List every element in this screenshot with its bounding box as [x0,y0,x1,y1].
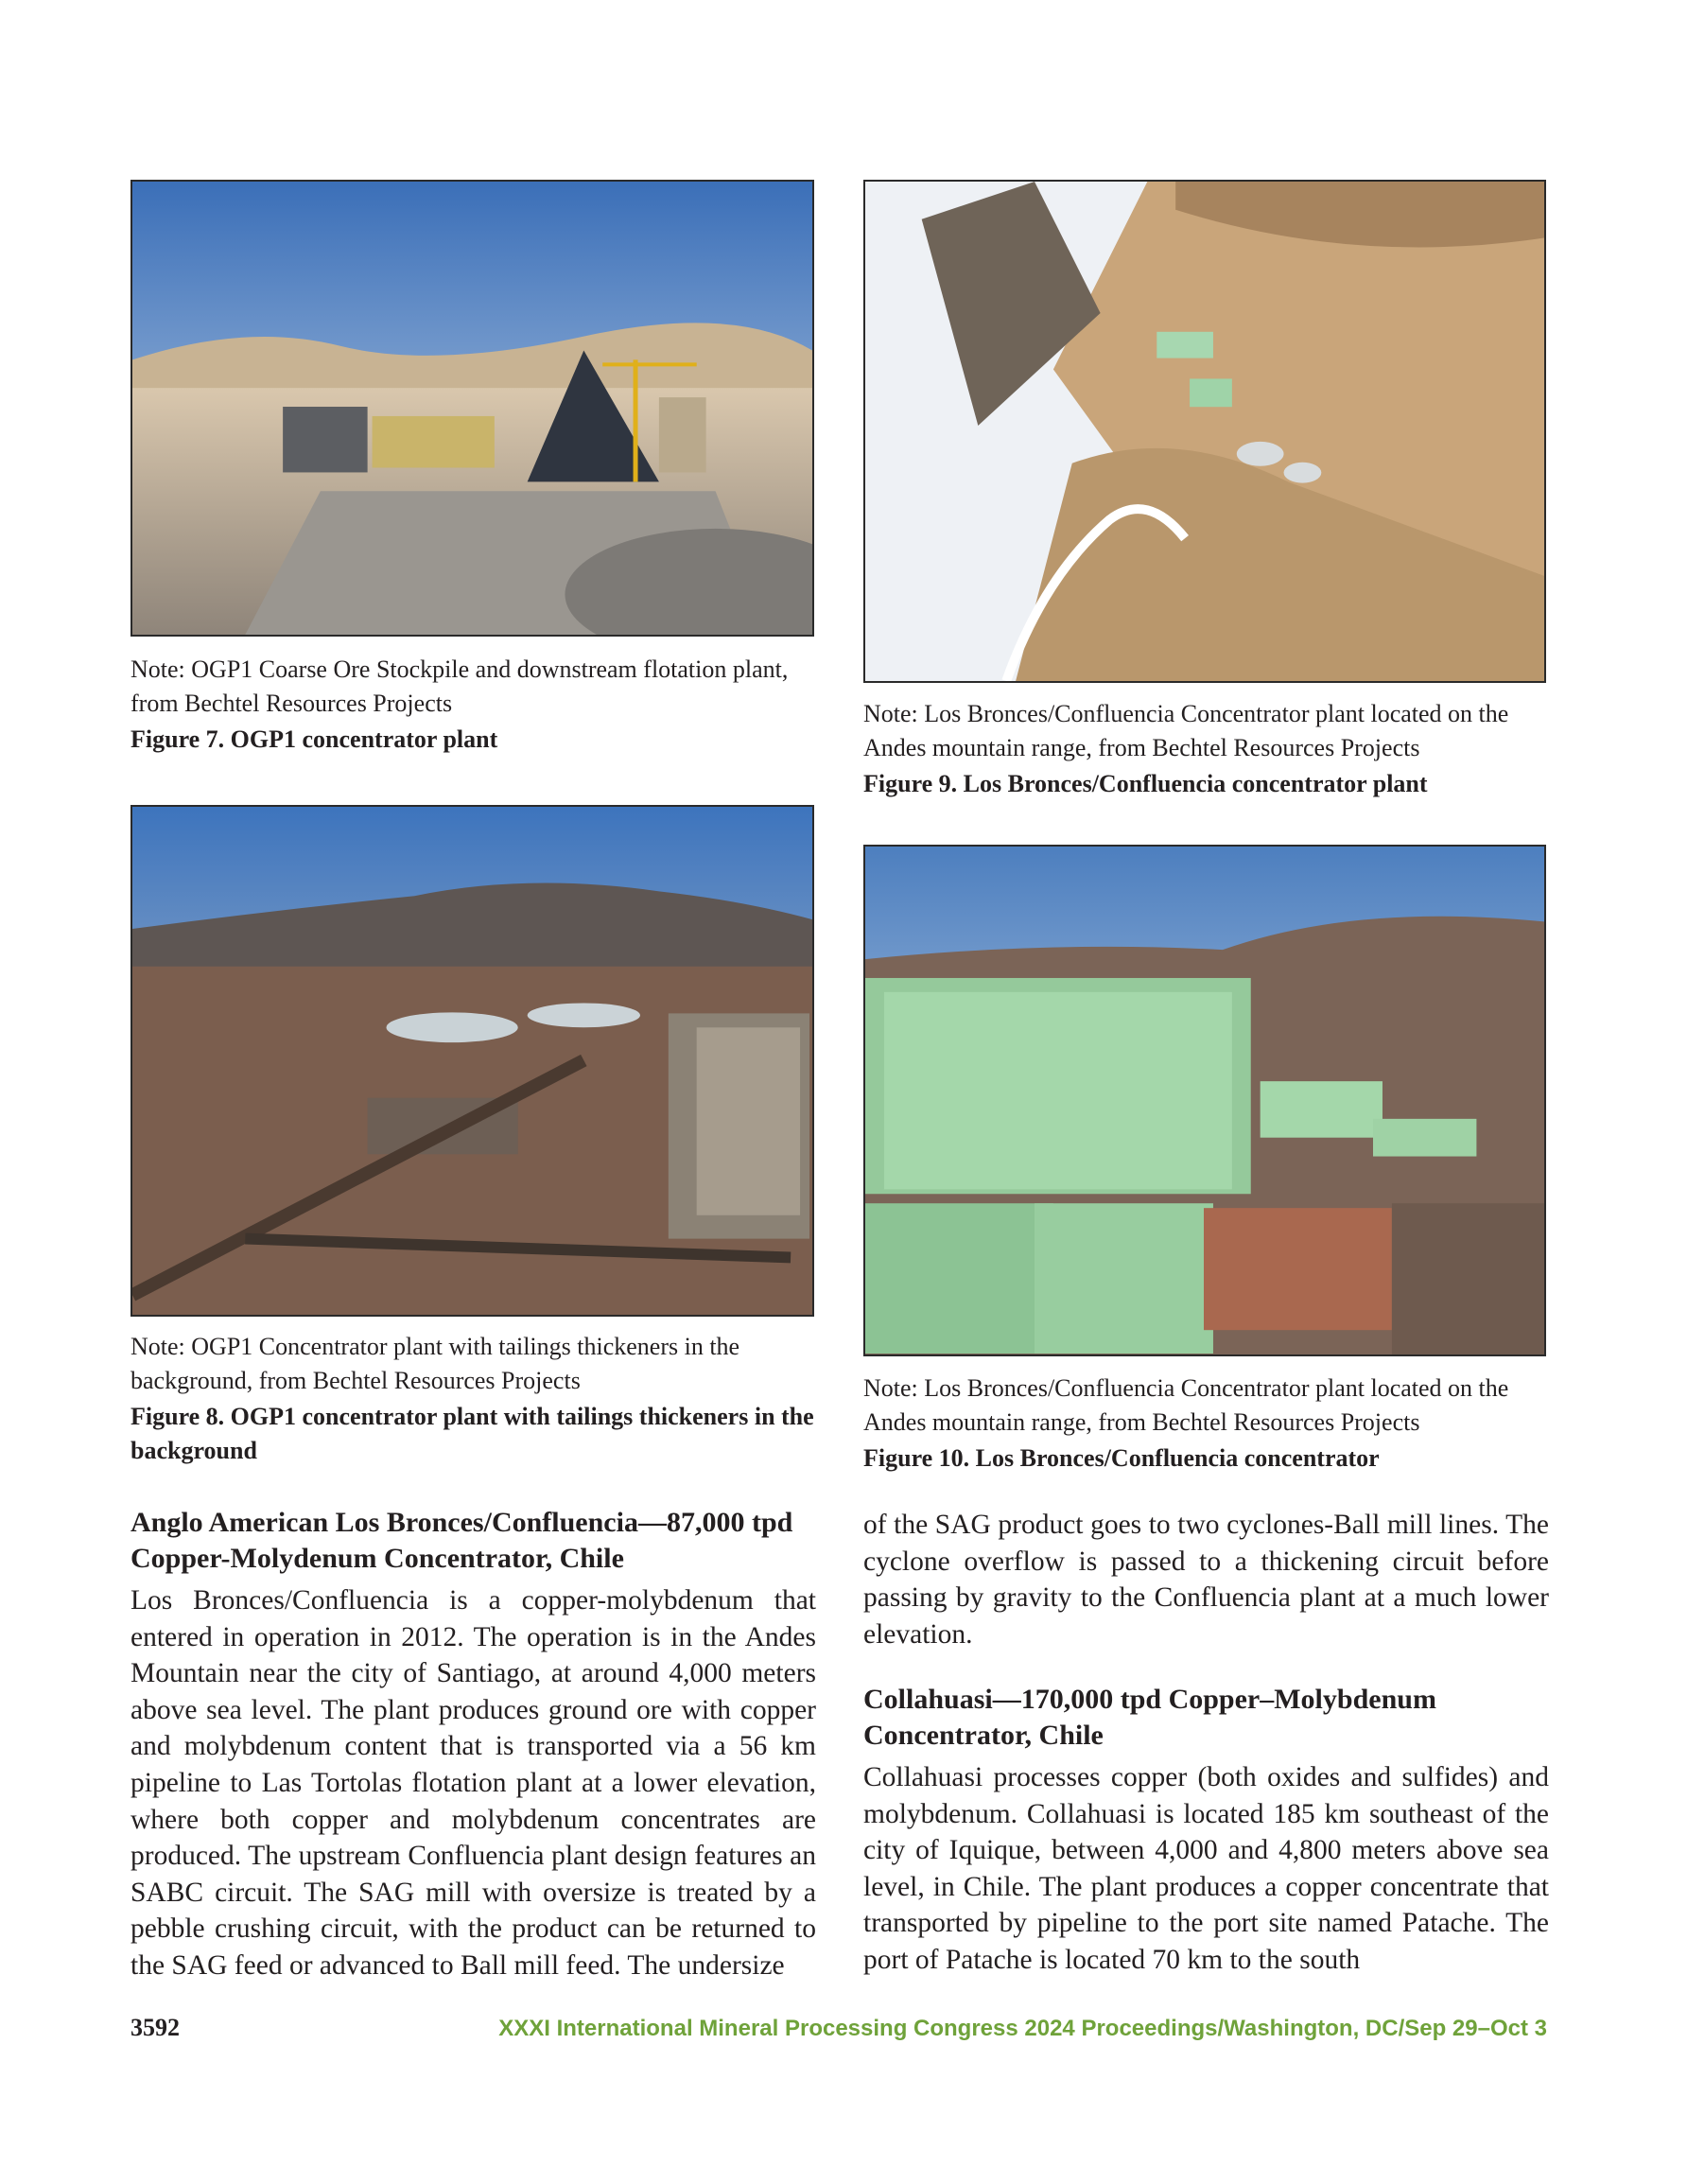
figure-7-caption: Figure 7. OGP1 concentrator plant [130,725,498,753]
body-text-left [130,1582,816,1984]
figure-10-note: Note: Los Bronces/Confluencia Concentrator plant located on the Andes mountain range, from Bechtel Resources Projects [863,1374,1509,1436]
figure-10-photo [863,845,1546,1356]
figure-10-caption: Figure 10. Los Bronces/Confluencia concentrator [863,1444,1380,1472]
figure-8-note: Note: OGP1 Concentrator plant with tailings thickeners in the background, from Bechtel Resources Projects [130,1333,740,1394]
paragraph-collahuasi: Collahuasi processes copper (both oxides and sulfides) and molybdenum. Collahuasi is located 185 km southeast of the city of Iquique, between 4,000 and 4,800 meters above sea level, in Chile. The plant produces a copper concentrate that transported by pipeline to the port site named Patache. The port of Patache is located 70 km to the south [863,1762,1549,1975]
figure-7-note: Note: OGP1 Coarse Ore Stockpile and downstream flotation plant, from Bechtel Resources Projects [130,655,789,717]
figure-7-photo [130,180,814,637]
body-text-collahuasi [863,1759,1549,1979]
paragraph-los-bronces: Los Bronces/Confluencia is a copper-molybdenum that entered in operation in 2012. The operation is in the Andes Mountain near the city of Santiago, at around 4,000 meters above sea level. The plant produces ground ore with copper and molybdenum content that is transported via a 56 km pipeline to Las Tortolas flotation plant at a lower elevation, where both copper and molybdenum concentrates are produced. The upstream Confluencia plant design features an SABC circuit. The SAG mill with oversize is treated by a pebble crushing circuit, with the product can be returned to the SAG feed or advanced to Ball mill feed. The undersize [130,1585,816,1981]
section-heading-collahuasi: Collahuasi—170,000 tpd Copper–Molybdenum Concentrator, Chile [863,1684,1436,1751]
figure-9-note: Note: Los Bronces/Confluencia Concentrator plant located on the Andes mountain range, from Bechtel Resources Projects [863,700,1509,761]
running-footer: XXXI International Mineral Processing Congress 2024 Proceedings/Washington, DC/Sep 29–Oct 3 [498,2016,1547,2041]
figure-9-photo [863,180,1546,683]
figure-9-caption: Figure 9. Los Bronces/Confluencia concentrator plant [863,770,1428,797]
paragraph-los-bronces-continued: of the SAG product goes to two cyclones-Ball mill lines. The cyclone overflow is passed to a thickening circuit before passing by gravity to the Confluencia plant at a much lower elevation. [863,1510,1549,1650]
body-text-right [863,1507,1549,1652]
figure-8-caption: Figure 8. OGP1 concentrator plant with tailings thickeners in the background [130,1403,814,1464]
figure-8-photo [130,805,814,1317]
page-number: 3592 [130,2014,180,2041]
section-heading-los-bronces: Anglo American Los Bronces/Confluencia—87,000 tpd Copper-Molydenum Concentrator, Chile [130,1507,793,1574]
